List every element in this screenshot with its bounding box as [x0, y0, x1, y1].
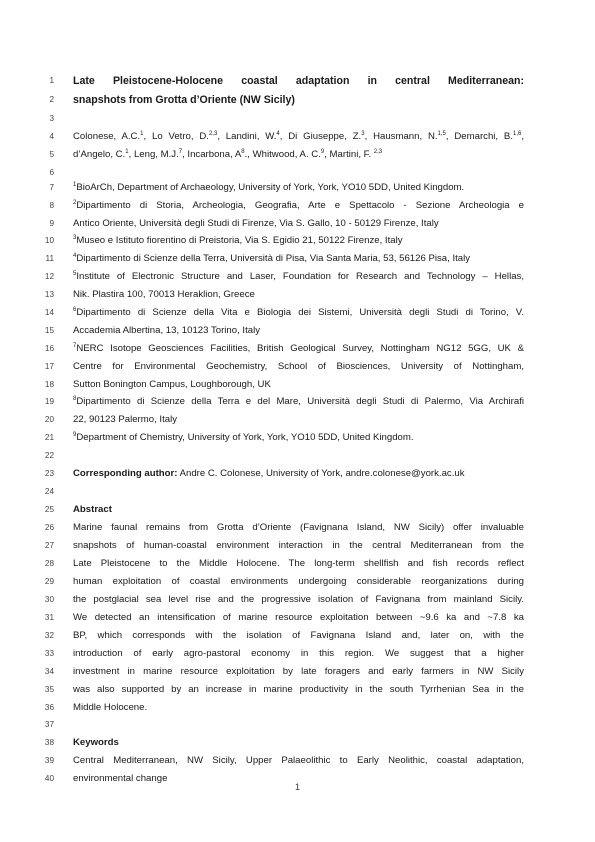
line-number: 35: [44, 685, 54, 694]
line-number: 34: [44, 667, 54, 676]
corresponding-author-label: Corresponding author:: [73, 468, 178, 479]
line-number: 10: [44, 236, 54, 245]
affiliation-sup: 8: [241, 148, 245, 155]
line-number: 15: [44, 326, 54, 335]
affiliation-sup: 1: [125, 148, 129, 155]
abstract-line: introduction of early agro-pastoral economy in this region. We suggest that a higher: [73, 648, 524, 659]
affiliation-sup: 9: [320, 148, 325, 155]
line-number: 2: [49, 95, 54, 104]
author-name: , Demarchi, B.: [445, 131, 513, 142]
affiliation-sup: 3: [361, 130, 365, 137]
affiliation-sup: 1,5: [437, 130, 446, 137]
affiliation-5-cont: Nik. Plastira 100, 70013 Heraklion, Greece: [73, 289, 255, 300]
author-name: , Incarbona, A: [182, 149, 242, 160]
abstract-line: the postglacial sea level rise and the progressive isolation of Favignana from mainland Sicily.: [73, 594, 524, 605]
line-number: 28: [44, 559, 54, 568]
abstract-line: Marine faunal remains from Grotta d’Oriente (Favignana Island, NW Sicily) offer invaluable: [73, 522, 524, 533]
line-number: 1: [49, 76, 54, 85]
author-name: ,: [521, 131, 524, 142]
line-number: 14: [44, 308, 54, 317]
line-number: 19: [44, 397, 54, 406]
author-name: , Leng, M.J.: [128, 149, 179, 160]
affiliation-sup: 1,6: [512, 130, 522, 137]
author-name: , Di Giuseppe, Z.: [279, 131, 362, 142]
line-number: 39: [44, 756, 54, 765]
line-number: 13: [44, 290, 54, 299]
affiliation-7-cont2: Sutton Bonington Campus, Loughborough, UK: [73, 379, 271, 390]
line-number: 30: [44, 595, 54, 604]
line-number: 25: [44, 505, 54, 514]
abstract-line: investment in marine resource exploitation by late foragers and early farmers in NW Sicily: [73, 666, 524, 677]
line-number: 9: [49, 219, 54, 228]
line-number: 27: [44, 541, 54, 550]
author-name: d’Angelo, C.: [73, 149, 126, 160]
corresponding-author: [73, 465, 524, 483]
affiliation-1: $^1$BioArCh, Department of Archaeology, University of York, York, YO10 5DD, United Kingdom.: [73, 181, 465, 193]
line-number: 37: [44, 720, 54, 729]
affiliation-3: $^3$Museo e Istituto fiorentino di Preistoria, Via S. Egidio 21, 50122 Firenze, Italy: [73, 234, 403, 246]
affiliation-sup: 2,3: [373, 148, 383, 155]
line-number: 6: [49, 168, 54, 177]
line-number: 4: [49, 132, 54, 141]
line-number: 38: [44, 738, 54, 747]
line-number: 16: [44, 344, 54, 353]
page-number: 1: [294, 782, 300, 792]
abstract-line: Middle Holocene.: [73, 702, 148, 713]
line-number: 3: [49, 114, 54, 123]
abstract-line: Late Pleistocene to the Middle Holocene. The long-term shellfish and fish records reflect: [73, 558, 524, 569]
line-number: 11: [45, 254, 54, 263]
line-number: 26: [44, 523, 54, 532]
line-number: 29: [44, 577, 54, 586]
title-line-1: Late Pleistocene-Holocene coastal adaptation in central Mediterranean:: [73, 75, 524, 87]
line-number: 32: [44, 631, 54, 640]
affiliation-8: $^8$Dipartimento di Scienze della Terra e del Mare, Università degli Studi di Palermo, Via Archirafi: [73, 395, 524, 407]
abstract-line: human exploitation of coastal environments undergoing considerable reorganizations during: [73, 576, 524, 587]
line-number: 40: [44, 774, 54, 783]
line-number: 22: [44, 451, 54, 460]
affiliation-sup: 1: [140, 130, 144, 137]
abstract-heading: Abstract: [73, 504, 112, 515]
affiliation-6-cont: Accademia Albertina, 13, 10123 Torino, Italy: [73, 325, 261, 336]
affiliation-sup: 7: [178, 148, 183, 155]
affiliation-2-cont: Antico Oriente, Università degli Studi di Firenze, Via S. Gallo, 10 - 50129 Firenze, Italy: [73, 218, 439, 229]
line-number: 21: [44, 433, 54, 442]
affiliation-8-cont: 22, 90123 Palermo, Italy: [73, 414, 177, 425]
author-name: , Hausmann, N.: [364, 131, 438, 142]
line-number: 17: [44, 362, 54, 371]
line-number: 36: [44, 703, 54, 712]
affiliation-7: $^7$NERC Isotope Geosciences Facilities, British Geological Survey, Nottingham NG12 5GG, UK &: [73, 342, 524, 354]
keywords-heading: Keywords: [73, 737, 119, 748]
line-number: 12: [44, 272, 54, 281]
line-number: 5: [49, 150, 54, 159]
author-name: , Martini, F.: [324, 149, 374, 160]
affiliation-sup: 4: [276, 130, 280, 137]
affiliation-4: $^4$Dipartimento di Scienze della Terra, Università di Pisa, Via Santa Maria, 53, 56126 Pisa, Italy: [73, 252, 471, 264]
abstract-line: was also supported by an increase in marine productivity in the south Tyrrhenian Sea in the: [73, 684, 524, 695]
line-number: 20: [44, 415, 54, 424]
abstract-line: snapshots of human-coastal environment interaction in the central Mediterranean from the: [73, 540, 524, 551]
line-number: 18: [44, 380, 54, 389]
affiliation-9: $^9$Department of Chemistry, University of York, York, YO10 5DD, United Kingdom.: [73, 431, 414, 443]
corresponding-author-text: Andre C. Colonese, University of York, andre.colonese@york.ac.uk: [177, 468, 465, 479]
affiliation-5: $^5$Institute of Electronic Structure and Laser, Foundation for Research and Technology – Hellas,: [73, 270, 524, 282]
author-name: ., Whitwood, A. C.: [244, 149, 321, 160]
keywords-line: Central Mediterranean, NW Sicily, Upper Palaeolithic to Early Neolithic, coastal adaptation,: [73, 755, 524, 766]
line-number: 7: [49, 183, 54, 192]
affiliation-2: $^2$Dipartimento di Storia, Archeologia, Geografia, Arte e Spettacolo - Sezione Archeologia e: [73, 199, 524, 211]
line-number: 24: [44, 487, 54, 496]
author-name: Colonese, A.C.: [73, 131, 141, 142]
affiliation-7-cont: Centre for Environmental Geochemistry, School of Biosciences, University of Nottingham,: [73, 361, 524, 372]
authors-line-2: [73, 146, 524, 164]
affiliation-sup: 2,3: [208, 130, 218, 137]
authors-line-1: [73, 128, 524, 146]
line-number: 8: [49, 201, 54, 210]
title-line-2: snapshots from Grotta d’Oriente (NW Sicily): [73, 94, 295, 106]
abstract-line: We detected an intensification of marine resource exploitation between ~9.6 ka and ~7.8 ka: [73, 612, 524, 623]
line-number: 31: [44, 613, 54, 622]
abstract-line: BP, which corresponds with the isolation of Favignana Island and, later on, with the: [73, 630, 524, 641]
affiliation-6: $^6$Dipartimento di Scienze della Vita e Biologia dei Sistemi, Università degli Studi di Torino, V.: [73, 306, 524, 318]
line-number: 23: [44, 469, 54, 478]
line-number: 33: [44, 649, 54, 658]
keywords-line: environmental change: [73, 773, 168, 784]
author-name: , Lo Vetro, D.: [143, 131, 209, 142]
author-name: , Landini, W.: [217, 131, 277, 142]
